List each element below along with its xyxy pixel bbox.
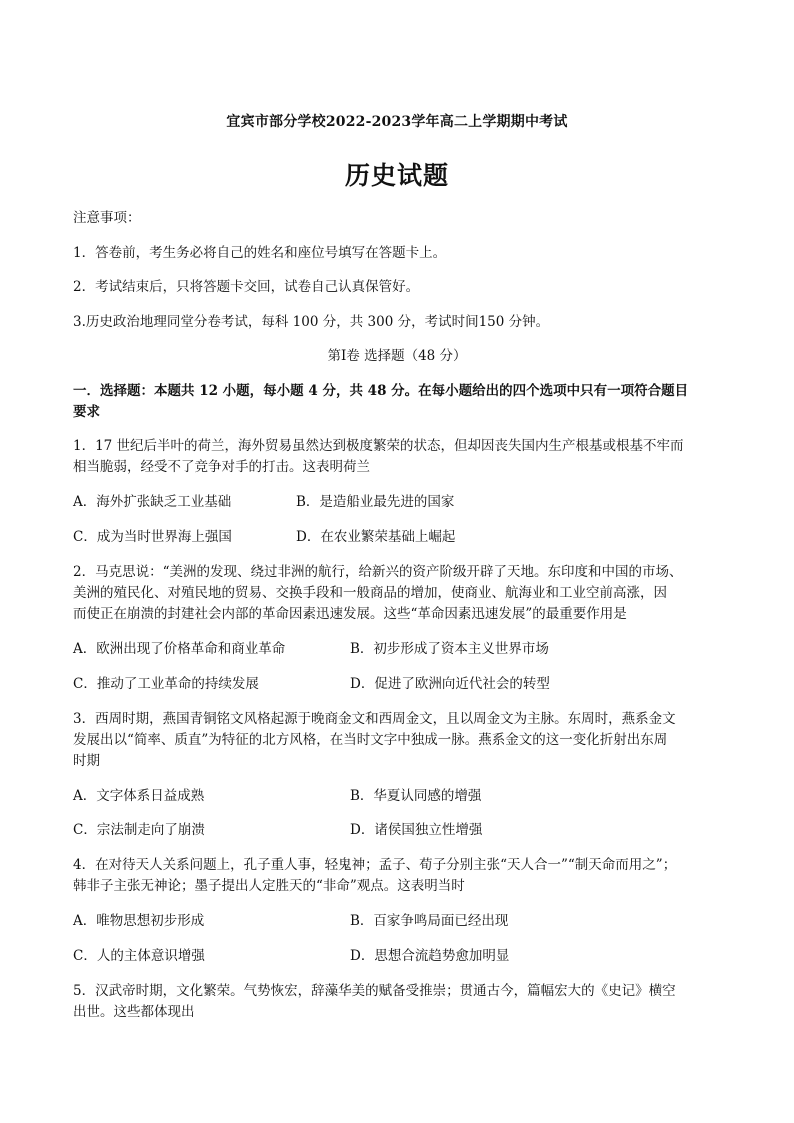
question-3-option-b: B．华夏认同感的增强 xyxy=(350,788,482,804)
question-1-option-a: A．海外扩张缺乏工业基础 xyxy=(73,494,232,510)
question-1-stem: 相当脆弱，经受不了竞争对手的打击。这表明荷兰 xyxy=(73,459,370,475)
note-item: 2．考试结束后，只将答题卡交回，试卷自己认真保管好。 xyxy=(73,279,420,295)
question-4-option-d: D．思想合流趋势愈加明显 xyxy=(350,948,510,964)
question-1-option-b: B．是造船业最先进的国家 xyxy=(296,494,455,510)
section-instruction: 一．选择题：本题共 12 小题，每小题 4 分，共 48 分。在每小题给出的四个选项中只有一项符合题目 xyxy=(73,383,689,399)
question-4-stem: 4．在对待天人关系问题上，孔子重人事，轻鬼神；孟子、荀子分别主张“天人合一”“制天命而用之”； xyxy=(73,857,677,873)
section-title: 第Ⅰ卷 选择题（48 分） xyxy=(327,348,467,364)
question-3-stem: 3．西周时期，燕国青铜铭文风格起源于晚商金文和西周金文，且以周金文为主脉。东周时，燕系金文 xyxy=(73,711,676,727)
note-item: 3.历史政治地理同堂分卷考试，每科 100 分，共 300 分，考试时间150 分钟。 xyxy=(73,314,550,330)
question-1-option-c: C．成为当时世界海上强国 xyxy=(73,529,232,545)
question-5-stem: 5．汉武帝时期，文化繁荣。气势恢宏，辞藻华美的赋备受推崇；贯通古今，篇幅宏大的《史记》横空 xyxy=(73,983,676,999)
question-2-stem: 而使正在崩溃的封建社会内部的革命因素迅速发展。这些“革命因素迅速发展”的最重要作用是 xyxy=(73,606,627,622)
question-2-stem: 美洲的殖民化、对殖民地的贸易、交换手段和一般商品的增加，使商业、航海业和工业空前高涨，因 xyxy=(73,585,667,601)
section-instruction: 要求 xyxy=(73,404,100,420)
question-2-stem: 2．马克思说：“美洲的发现、绕过非洲的航行，给新兴的资产阶级开辟了天地。东印度和中国的市场、 xyxy=(73,564,683,580)
question-3-stem: 时期 xyxy=(73,753,100,769)
question-4-option-a: A．唯物思想初步形成 xyxy=(73,913,205,929)
exam-title: 宜宾市部分学校2022-2023学年高二上学期期中考试 xyxy=(226,114,568,130)
notes-heading: 注意事项： xyxy=(73,210,141,226)
question-4-option-b: B．百家争鸣局面已经出现 xyxy=(350,913,509,929)
question-1-option-d: D．在农业繁荣基础上崛起 xyxy=(296,529,456,545)
question-3-option-c: C．宗法制走向了崩溃 xyxy=(73,822,205,838)
question-2-option-b: B．初步形成了资本主义世界市场 xyxy=(350,641,549,657)
note-item: 1．答卷前，考生务必将自己的姓名和座位号填写在答题卡上。 xyxy=(73,245,447,261)
question-2-option-c: C．推动了工业革命的持续发展 xyxy=(73,676,259,692)
subject-title: 历史试题 xyxy=(344,161,449,190)
question-4-option-c: C．人的主体意识增强 xyxy=(73,948,205,964)
question-3-stem: 发展出以“简率、质直”为特征的北方风格，在当时文字中独成一脉。燕系金文的这一变化折射出东周 xyxy=(73,732,668,748)
question-4-stem: 韩非子主张无神论；墨子提出人定胜天的“非命”观点。这表明当时 xyxy=(73,878,465,894)
question-3-option-a: A．文字体系日益成熟 xyxy=(73,788,205,804)
question-1-stem: 1．17 世纪后半叶的荷兰，海外贸易虽然达到极度繁荣的状态，但却因丧失国内生产根基或根基不牢而 xyxy=(73,438,684,454)
question-5-stem: 出世。这些都体现出 xyxy=(73,1004,195,1020)
question-3-option-d: D．诸侯国独立性增强 xyxy=(350,822,483,838)
question-2-option-d: D．促进了欧洲向近代社会的转型 xyxy=(350,676,550,692)
question-2-option-a: A．欧洲出现了价格革命和商业革命 xyxy=(73,641,286,657)
